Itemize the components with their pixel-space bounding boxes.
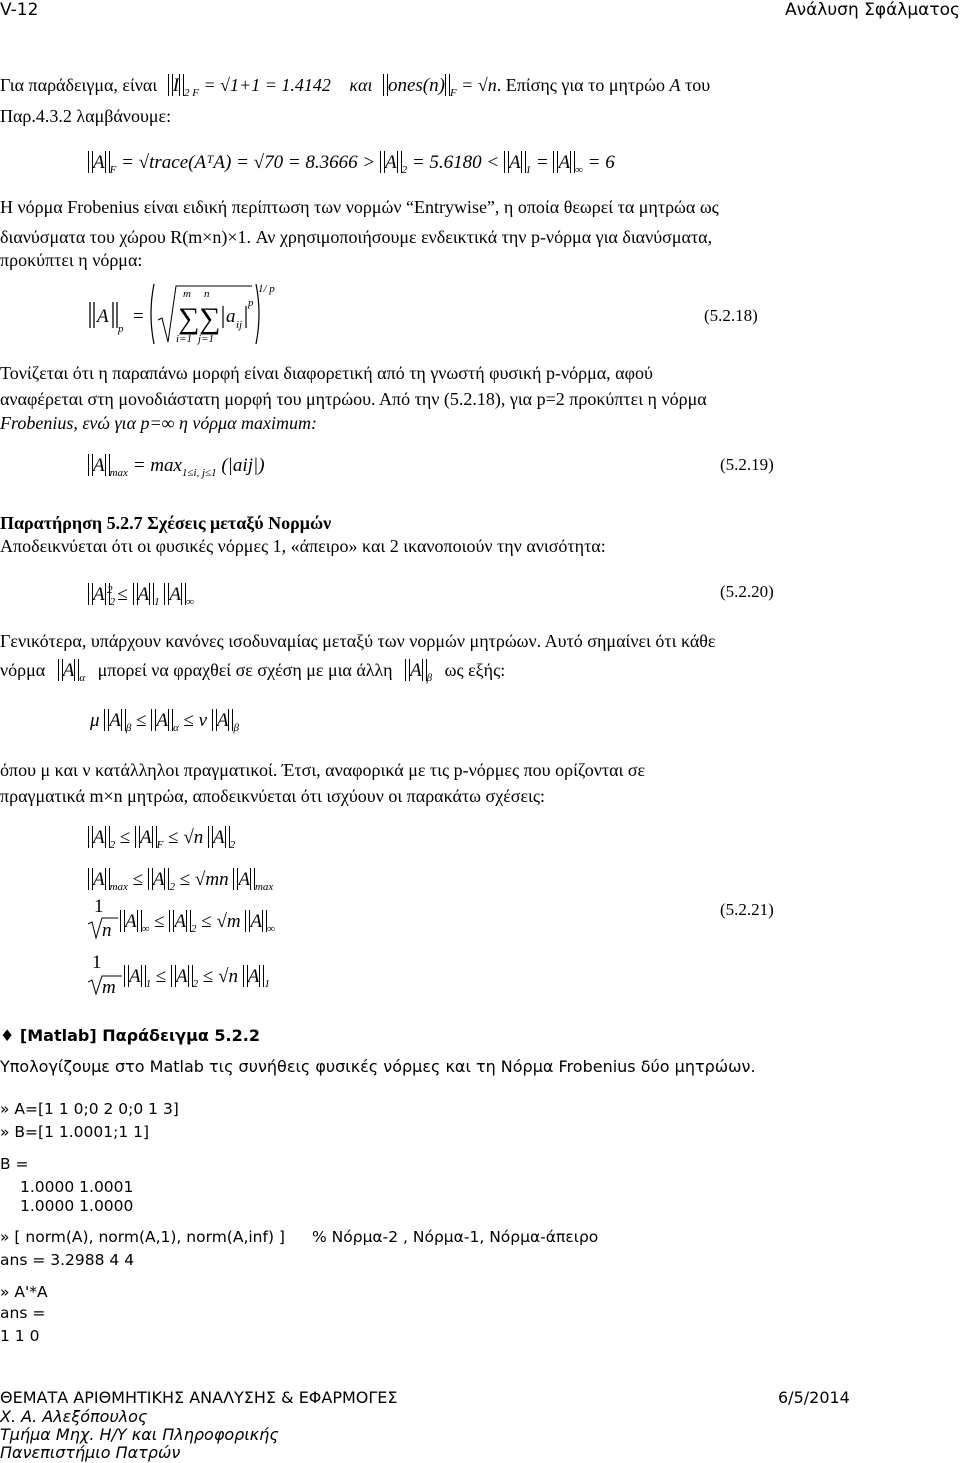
p1-line1: Για παράδειγμα, είναι I $_{2 F}$ = √1+1 = 1.4142 και ones(n) $_F$ = √n. Επίσης για το μητρώο A του <box>0 75 711 99</box>
p5-line1: όπου μ και ν κατάλληλοι πραγματικοί. Έτσι, αναφορικά με τις p-νόρμες που ορίζονται σε <box>0 760 646 780</box>
eq21-row1: A $_2$ ≤ A $_F$ ≤ √n A $_2$ <box>88 826 235 851</box>
eq21-row3: A $_\infty$ ≤ A $_2$ ≤ √m A $_\infty$ <box>120 910 275 935</box>
matlab-out-B: B = <box>0 1155 29 1173</box>
svg-text:1: 1 <box>92 952 102 973</box>
header-left: V-12 <box>0 0 39 20</box>
svg-text:m: m <box>102 977 116 996</box>
svg-text:n: n <box>102 920 112 941</box>
p4-line2: νόρμα A $_\alpha$ μπορεί να φραχθεί σε σχέση με μια άλλη A $_\beta$ ως εξής: <box>0 660 506 684</box>
matlab-comment: % Νόρμα-2 , Νόρμα-1, Νόρμα-άπειρο <box>312 1228 599 1246</box>
matlab-desc: Υπολογίζουμε στο Matlab τις συνήθεις φυσικές νόρμες και τη Νόρμα Frobenius δύο μητρώων. <box>0 1057 756 1076</box>
svg-text:∑: ∑ <box>199 302 221 335</box>
matlab-ans-1: ans = 3.2988 4 4 <box>0 1251 135 1269</box>
svg-text:1: 1 <box>94 896 104 917</box>
svg-text:p: p <box>248 297 254 309</box>
p2-line3: προκύπτει η νόρμα: <box>0 250 143 270</box>
p3-line3: Frobenius, ενώ για p=∞ η νόρμα maximum: <box>0 413 318 433</box>
matlab-ans-row: 1 1 0 <box>0 1327 40 1345</box>
svg-text:a: a <box>226 306 236 327</box>
equation-5-2-20: A $_2^2$ ≤ A $_1$ A $_\infty$ <box>88 583 194 608</box>
matlab-ans-2: ans = <box>0 1304 46 1322</box>
svg-text:n: n <box>204 288 210 300</box>
footer-date: 6/5/2014 <box>778 1388 850 1407</box>
equation-number-5-2-18: (5.2.18) <box>704 306 758 325</box>
p4-line1: Γενικότερα, υπάρχουν κανόνες ισοδυναμίας μεταξύ των νορμών μητρώων. Αυτό σημαίνει ότι κάθε <box>0 631 716 651</box>
eq21-row4: A $_1$ ≤ A $_2$ ≤ √n A $_1$ <box>124 965 270 990</box>
matlab-title: ♦ [Matlab] Παράδειγμα 5.2.2 <box>0 1026 260 1045</box>
equation-mu-nu: μ A $_\beta$ ≤ A $_\alpha$ ≤ ν A $_\beta$ <box>90 710 239 734</box>
footer-univ: Πανεπιστήμιο Πατρών <box>0 1443 181 1462</box>
equation-number-5-2-21: (5.2.21) <box>720 900 774 919</box>
p1-line2: Παρ.4.3.2 λαμβάνουμε: <box>0 106 172 126</box>
svg-text:j=1: j=1 <box>198 333 214 345</box>
p3-line1: Τονίζεται ότι η παραπάνω μορφή είναι διαφορετική από τη γνωστή φυσική p-νόρμα, αφού <box>0 363 653 383</box>
p3-line2: αναφέρεται στη μονοδιάστατη μορφή του μητρώου. Από την (5.2.18), για p=2 προκύπτει η νόρμα <box>0 389 707 409</box>
svg-text:i=1: i=1 <box>176 333 192 345</box>
footer-dept: Τμήμα Μηχ. Η/Υ και Πληροφορικής <box>0 1425 279 1444</box>
matlab-cmd-4: » A'*A <box>0 1283 48 1301</box>
equation-5-2-18 <box>86 278 306 358</box>
matlab-out-row2: 1.0000 1.0000 <box>20 1197 134 1215</box>
remark-line1: Αποδεικνύεται ότι οι φυσικές νόρμες 1, «άπειρο» και 2 ικανοποιούν την ανισότητα: <box>0 536 606 556</box>
header-right: Ανάλυση Σφάλματος <box>784 0 960 20</box>
svg-text:m: m <box>183 288 191 300</box>
matlab-cmd-3: » [ norm(A), norm(A,1), norm(A,inf) ] <box>0 1228 285 1246</box>
equation-number-5-2-20: (5.2.20) <box>720 582 774 601</box>
p2-line1: Η νόρμα Frobenius είναι ειδική περίπτωση των νορμών “Entrywise”, η οποία θεωρεί τα μητρώα ως <box>0 197 719 217</box>
svg-text:1/ p: 1/ p <box>258 283 275 295</box>
footer-author: Χ. Α. Αλεξόπουλος <box>0 1407 148 1426</box>
p5-line2: πραγματικά m×n μητρώα, αποδεικνύεται ότι ισχύουν οι παρακάτω σχέσεις: <box>0 786 546 806</box>
svg-text:=: = <box>133 306 144 327</box>
svg-text:A: A <box>97 306 109 327</box>
matlab-out-row1: 1.0000 1.0001 <box>20 1178 134 1196</box>
p2-line2: διανύσματα του χώρου R(m×n)×1. Αν χρησιμοποιήσουμε ενδεικτικά την p-νόρμα για διανύσματα, <box>0 227 713 247</box>
svg-text:ij: ij <box>236 319 243 331</box>
equation-norms: A $_F$ = √trace(AᵀA) = √70 = 8.3666 > A $_2$ = 5.6180 < A $_1$ = A $_\infty$ = 6 <box>88 151 615 176</box>
diamond-icon: ♦ <box>0 1026 15 1045</box>
svg-text:p: p <box>118 323 124 335</box>
equation-5-2-19: A $_{max} = \max_{1\le i, j\le 1} (|aij|)$ <box>88 454 265 479</box>
eq21-row2: A $_{max}$ ≤ A $_2$ ≤ √mn A $_{max}$ <box>88 868 273 893</box>
remark-title: Παρατήρηση 5.2.7 Σχέσεις μεταξύ Νορμών <box>0 513 332 533</box>
svg-text:∑: ∑ <box>178 302 200 335</box>
matlab-cmd-1: » A=[1 1 0;0 2 0;0 1 3] <box>0 1100 179 1118</box>
matlab-cmd-2: » B=[1 1.0001;1 1] <box>0 1123 150 1141</box>
footer-title: ΘΕΜΑΤΑ ΑΡΙΘΜΗΤΙΚΗΣ ΑΝΑΛΥΣΗΣ & ΕΦΑΡΜΟΓΕΣ <box>0 1388 398 1407</box>
equation-number-5-2-19: (5.2.19) <box>720 455 774 474</box>
